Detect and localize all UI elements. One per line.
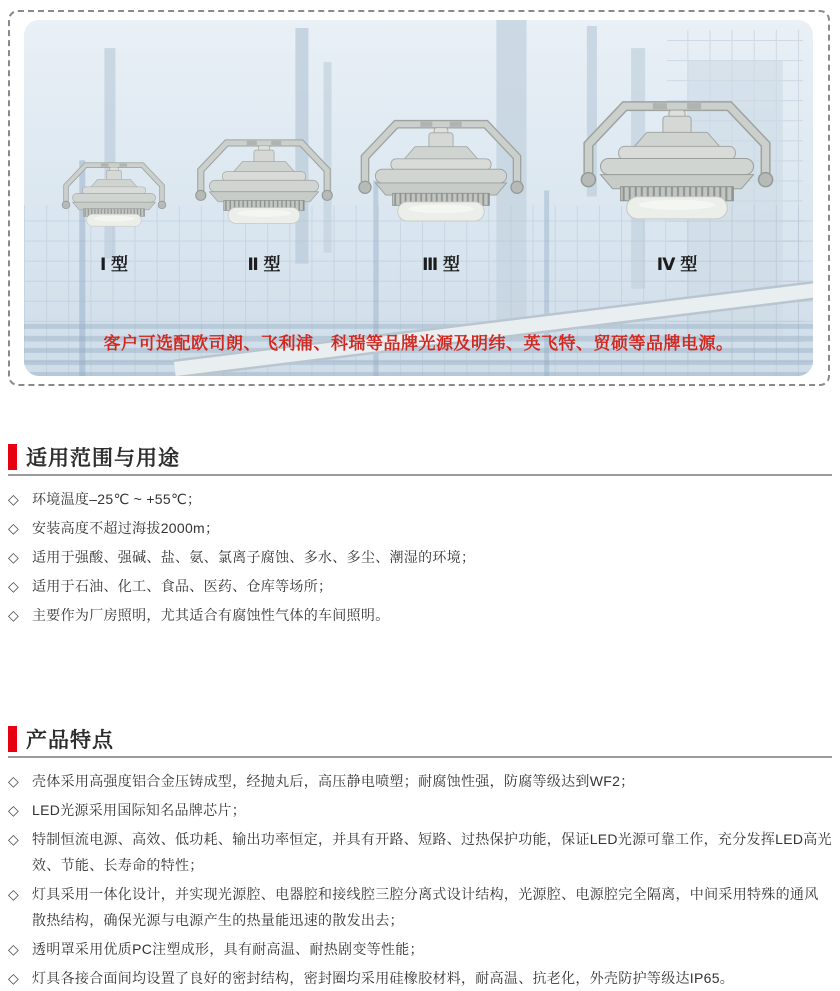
section-header [8, 442, 832, 476]
lamp-model-2 [185, 127, 343, 275]
product-photo-panel [8, 10, 830, 386]
list-item [8, 515, 832, 541]
list-item [8, 936, 832, 962]
list-item-text: 灯具采用一体化设计，并实现光源腔、电器腔和接线腔三腔分离式设计结构，光源腔、电源腔完全隔离，中间采用特殊的通风散热结构，确保光源与电源产生的热量能迅速的散发出去； [32, 886, 819, 928]
list-item-text: LED光源采用国际知名品牌芯片； [32, 802, 247, 818]
list-item-text: 适用于强酸、强碱、盐、氨、氯离子腐蚀、多水、多尘、潮湿的环境； [32, 549, 476, 565]
section-title: 适用范围与用途 [26, 447, 180, 470]
diamond-bullet-icon: ◇ [8, 491, 19, 507]
list-item-text: 壳体采用高强度铝合金压铸成型，经抛丸后，高压静电喷塑；耐腐蚀性强，防腐等级达到WF2； [32, 773, 635, 789]
list-item [8, 602, 832, 628]
diamond-bullet-icon: ◇ [8, 549, 19, 565]
diamond-bullet-icon: ◇ [8, 607, 19, 623]
list-item [8, 768, 832, 794]
red-accent-bar [8, 444, 17, 470]
list-item-text: 环境温度–25℃ ~ +55℃； [32, 491, 202, 507]
led-lamp-icon [185, 127, 343, 235]
diamond-bullet-icon: ◇ [8, 773, 19, 789]
list-item [8, 573, 832, 599]
list-item [8, 797, 832, 823]
diamond-bullet-icon: ◇ [8, 831, 19, 847]
lamp-model-1 [54, 153, 174, 275]
brand-options-caption: 客户可选配欧司朗、飞利浦、科瑞等品牌光源及明纬、英飞特、贸硕等品牌电源。 [103, 334, 734, 353]
diamond-bullet-icon: ◇ [8, 802, 19, 818]
lamp-model-4-label: Ⅳ 型 [656, 255, 698, 274]
lamp-model-3-label: Ⅲ 型 [422, 255, 460, 274]
led-lamp-icon [346, 105, 536, 235]
lamp-model-4 [566, 84, 788, 275]
diamond-bullet-icon: ◇ [8, 970, 19, 986]
list-item-text: 主要作为厂房照明，尤其适合有腐蚀性气体的车间照明。 [32, 607, 390, 623]
section-product-features [8, 724, 832, 991]
diamond-bullet-icon: ◇ [8, 520, 19, 536]
lamp-model-2-label: Ⅱ 型 [247, 255, 281, 274]
list-item-text: 特制恒流电源、高效、低功耗、输出功率恒定，并具有开路、短路、过热保护功能，保证LED光源可靠工作，充分发挥LED高光效、节能、长寿命的特性； [32, 831, 832, 873]
lamp-model-3 [346, 105, 536, 275]
red-accent-bar [8, 726, 17, 752]
list-item-text: 灯具各接合面间均设置了良好的密封结构，密封圈均采用硅橡胶材料，耐高温、抗老化，外壳防护等级达IP65。 [32, 970, 735, 986]
list-item-text: 安装高度不超过海拔2000m； [32, 520, 220, 536]
list-item [8, 486, 832, 512]
list-item-text: 适用于石油、化工、食品、医药、仓库等场所； [32, 578, 333, 594]
section-title: 产品特点 [26, 729, 114, 752]
list-item [8, 544, 832, 570]
diamond-bullet-icon: ◇ [8, 886, 19, 902]
list-item [8, 965, 832, 991]
diamond-bullet-icon: ◇ [8, 578, 19, 594]
section-header [8, 724, 832, 758]
list-item [8, 881, 832, 933]
section-application-scope [8, 442, 832, 628]
list-item [8, 826, 832, 878]
led-lamp-icon [566, 84, 788, 235]
led-lamp-icon [54, 153, 174, 235]
lamp-model-1-label: Ⅰ 型 [99, 255, 129, 274]
industrial-photo [24, 20, 813, 376]
list-item-text: 透明罩采用优质PC注塑成形，具有耐高温、耐热剧变等性能； [32, 941, 424, 957]
diamond-bullet-icon: ◇ [8, 941, 19, 957]
application-item-list [8, 486, 832, 628]
features-item-list [8, 768, 832, 991]
